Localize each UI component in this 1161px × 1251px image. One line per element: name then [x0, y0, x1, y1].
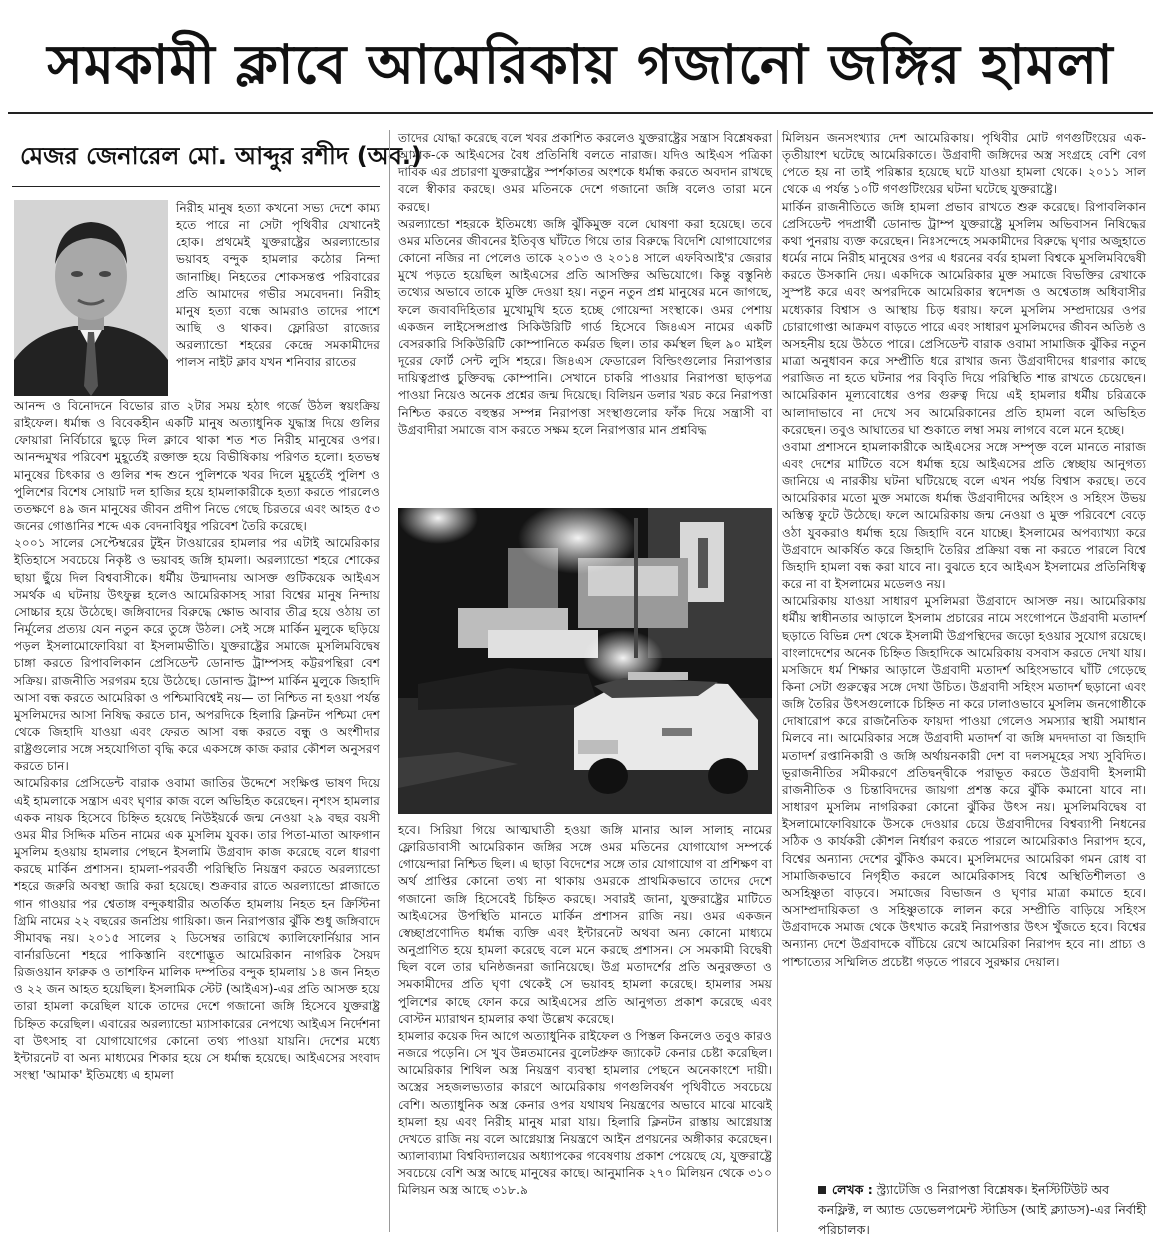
- column-divider: [777, 130, 778, 1232]
- police-car-night-scene-icon: [398, 508, 772, 814]
- paragraph: হবে। সিরিয়া গিয়ে আত্মঘাতী হওয়া জঙ্গি মানার আল সালাহ নামের ফ্লোরিডাবাসী আমেরিকান জঙ্গির সঙ্গে ওমর মতিনের যোগাযোগ সম্পর্কে গোয়েন্দারা নিশ্চিত ছিল। এ ছাড়া বিদেশের সঙ্গে তার যোগাযোগ বা প্রশিক্ষণ বা অর্থ প্রাপ্তির কোনো তথ্য না থাকায় ওমরকে প্রাথমিকভাবে তাদের দেশে গজানো জঙ্গি হিসেবেই চিহ্নিত করছে। সবারই জানা, যুক্তরাষ্ট্রের মাটিতে আইএসের উপস্থিতি মানতে মার্কিন প্রশাসন রাজি নয়। ওমর একজন স্বেচ্ছাপ্রণোদিত ধর্মান্ধ ব্যক্তি এবং ইন্টারনেট অথবা অন্য কোনো মাধ্যমে অনুপ্রাণিত হয়ে হামলা করেছে বলে মনে করছে প্রশাসন। সে সমকামী বিদ্বেষী ছিল বলে তার ঘনিষ্ঠজনরা জানিয়েছে। উগ্র মতাদর্শের প্রতি অনুরক্ততা ও সমকামীদের প্রতি ঘৃণা থেকেই সে ভয়াবহ হামলা করেছে। হামলার সময় পুলিশের কাছে ফোন করে আইএসের প্রতি আনুগত্য প্রকাশ করেছে এবং বোস্টন ম্যারাথন হামলার কথা উল্লেখ করেছে। হামলার কয়েক দিন আগে অত্যাধুনিক রাইফেল ও পিস্তল কিনলেও তবুও কারও নজরে পড়েনি। সে খুব উন্নতমানের বুলেটপ্রুফ জ্যাকেট কেনার চেষ্টা করেছিল। আমেরিকার শিথিল অস্ত্র নিয়ন্ত্রণ ব্যবস্থা হামলার পেছনে অনেকাংশে দায়ী। অস্ত্রের সহজলভ্যতার কারণে আমেরিকায় গণগুলিবর্ষণ পৃথিবীতে সবচেয়ে বেশি। অত্যাধুনিক অস্ত্র কেনার ওপর যথাযথ নিয়ন্ত্রণের অভাবে মাঝে মাঝেই হামলা হয় এবং নিরীহ মানুষ মারা যায়। হিলারি ক্লিনটন রাস্তায় আগ্নেয়াস্ত্র দেখতে রাজি নয় বলে আগ্নেয়াস্ত্র নিয়ন্ত্রণে আইন প্রণয়নের অঙ্গীকার করেছেন। অ্যালাব্যামা বিশ্ববিদ্যালয়ের অধ্যাপকের গবেষণায় প্রকাশ পেয়েছে যে, যুক্তরাষ্ট্রে সবচেয়ে বেশি অস্ত্র আছে মানুষের কাছে। আনুমানিক ২৭০ মিলিয়ন থেকে ৩১০ মিলিয়ন অস্ত্র আছে ৩১৮.৯: [398, 823, 772, 1198]
- column-divider: [389, 130, 390, 1232]
- author-portrait-icon: [14, 200, 168, 396]
- paragraph: তাদের যোদ্ধা করেছে বলে খবর প্রকাশিত করলেও যুক্তরাষ্ট্রের সন্ত্রাস বিশ্লেষকরা আমাক-কে আইএসের বৈধ প্রতিনিধি বলতে নারাজ। যদিও আইএস পত্রিকা দাবিক এর প্রচারণা যুক্তরাষ্ট্রের স্পর্শকাতর অংশকে ধর্মান্ধ করতে অবদান রাখছে বলে স্বীকার করছে। ওমর মতিনকে দেশে গজানো জঙ্গি বলেও তারা মনে করছে। অরল্যান্ডো শহরকে ইতিমধ্যে জঙ্গি ঝুঁকিমুক্ত বলে ঘোষণা করা হয়েছে। তবে ওমর মতিনের জীবনের ইতিবৃত্ত ঘাঁটতে গিয়ে তার বিরুদ্ধে বিদেশি যোগাযোগের কোনো নজির না পেলেও তাকে ২০১৩ ও ২০১৪ সালে এফবিআই'র জেরার মুখে পড়তে হয়েছিল আইএসের প্রতি আসক্তির অভিযোগে। কিন্তু বস্তুনিষ্ঠ তথ্যের অভাবে তাকে মুক্তি দেওয়া হয়। নতুন নতুন প্রশ্ন মানুষের মনে জাগছে, ফলে জবাবদিহিতার মুখোমুখি হতে হচ্ছে গোয়েন্দা সংস্থাকে। ওমর পেশায় একজন লাইসেন্সপ্রাপ্ত সিকিউরিটি গার্ড হিসেবে জি৪এস নামের একটি বেসরকারি সিকিউরিটি কোম্পানিতে কর্মরত ছিল। তার কর্মস্থল ছিল ৯০ মাইল দূরের ফোর্ট সেন্ট লুসি শহরে। জি৪এস ফেডারেল বিল্ডিংগুলোর নিরাপত্তার দায়িত্বপ্রাপ্ত চুক্তিবদ্ধ কোম্পানি। সেখানে চাকরি পাওয়ার নিরাপত্তা ছাড়পত্র পাওয়া নিয়েও অনেক প্রশ্নের জন্ম দিয়েছে। বিলিয়ন ডলার খরচ করে নিরাপত্তা নিশ্চিত করতে বহুস্তর সম্পন্ন নিরাপত্তা সংস্থাগুলোর ফাঁক দিয়ে সন্ত্রাসী বা উগ্রবাদীরা সমাজে বাস করতে সক্ষম হলে নিরাপত্তার মান প্রশ্নবিদ্ধ: [398, 131, 772, 437]
- byline: মেজর জেনারেল মো. আব্দুর রশীদ (অব.): [20, 142, 423, 170]
- byline-rule: [12, 186, 380, 187]
- author-credit: [818, 1180, 1148, 1242]
- article-column-2-bottom: [398, 822, 772, 1232]
- headline: সমকামী ক্লাবে আমেরিকায় গজানো জঙ্গির হামলা: [47, 33, 1114, 96]
- news-photo: [398, 508, 772, 814]
- article-column-1: [14, 398, 380, 1230]
- article-column-3: [782, 130, 1146, 1176]
- headline-rule: [8, 112, 1153, 114]
- paragraph: আনন্দ ও বিনোদনে বিভোর রাত ২টার সময় হঠাৎ গর্জে উঠল স্বয়ংক্রিয় রাইফেল। ধর্মান্ধ ও বিবেকহীন একটি মানুষ অত্যাধুনিক যুদ্ধাস্ত্র দিয়ে গুলির ফোয়ারা নির্বিচারে ছুড়ে দিল ক্লাবে থাকা শত শত নিরীহ মানুষের ওপর। আনন্দমুখর পরিবেশ মুহূর্তেই রক্তাক্ত হয়ে বিভীষিকায় পরিণত হলো। হতভম্ব মানুষের চিৎকার ও গুলির শব্দ শুনে পুলিশকে খবর দিলে মুহূর্তেই পুলিশ ও পুলিশের বিশেষ সোয়াট দল হাজির হয়ে হামলাকারীকে হত্যা করতে পারলেও ততক্ষণে ৪৯ জন মানুষের জীবন প্রদীপ নিভে গেছে চিরতরে এবং আহত ৫৩ জনের গোঙানির শব্দে এক বেদনাবিধুর পরিবেশ তৈরি করেছে। ২০০১ সালের সেপ্টেম্বরের টুইন টাওয়ারের হামলার পর এটাই আমেরিকার ইতিহাসে সবচেয়ে নিকৃষ্ট ও ভয়াবহ জঙ্গি হামলা। অরল্যান্ডো শহরে শোকের ছায়া ছুঁয়ে দিল বিশ্ববাসীকে। ধর্মীয় উন্মাদনায় আসক্ত গুটিকয়েক আইএস সমর্থক এ ঘটনায় উৎফুল্ল হলেও আমেরিকাসহ সারা বিশ্বের মানুষ নিন্দায় সোচ্চার হয়ে উঠেছে। জঙ্গিবাদের বিরুদ্ধে ক্ষোভ আবার তীব্র হয়ে ওঠায় তা নির্মূলের প্রত্যয় যেন নতুন করে তুঙ্গে উঠল। সেই সঙ্গে মার্কিন মুলুকে ছড়িয়ে পড়ল ইসলামোফোবিয়া বা ইসলামভীতি। যুক্তরাষ্ট্রের সমাজে মুসলিমবিদ্বেষ চাঙ্গা করতে রিপাবলিকান প্রেসিডেন্ট ডোনাল্ড ট্রাম্পসহ কট্টরপন্থিরা বেশ সক্রিয়। রাজনীতি সরগরম হয়ে উঠেছে। ডোনাল্ড ট্রাম্প মার্কিন মুলুকে জিহাদি আসা বন্ধ করতে আমেরিকা ও পশ্চিমাবিশ্বেই নয়— তা নিশ্চিত না হওয়া পর্যন্ত মুসলিমদের আসা নিষিদ্ধ করতে চান, অপরদিকে হিলারি ক্লিনটন পশ্চিমা দেশ থেকে জিহাদি যাওয়া এবং ফেরত আসা বন্ধ করতে বন্ধু ও অংশীদার রাষ্ট্রগুলোর সঙ্গে সহযোগিতা বৃদ্ধি করে একসঙ্গে কাজ করার কৌশল অনুসরণ করতে চান। আমেরিকার প্রেসিডেন্ট বারাক ওবামা জাতির উদ্দেশে সংক্ষিপ্ত ভাষণ দিয়ে এই হামলাকে সন্ত্রাস এবং ঘৃণার কাজ বলে অভিহিত করেছেন। নৃশংস হামলার একক নায়ক হিসেবে চিহ্নিত হয়েছে নিউইয়র্কে জন্ম নেওয়া ২৯ বছর বয়সী ওমর মীর সিদ্দিক মতিন নামের এক মুসলিম যুবক। তার পিতা-মাতা আফগান মুসলিম হওয়ায় হামলার পেছনে ইসলামি উগ্রবাদ কাজ করেছে বলে ধারণা করছে মার্কিন প্রশাসন। হামলা-পরবর্তী পরিস্থিতি নিয়ন্ত্রণ করতে অরল্যান্ডো শহরে জরুরি অবস্থা জারি করা হয়েছে। শুক্রবার রাতে অরল্যান্ডো প্লাজাতে গান গাওয়ার পর শ্বেতাঙ্গ বন্দুকধারীর অতর্কিত হামলায় নিহত হন ক্রিস্টিনা গ্রিমি নামের ২২ বছরের জনপ্রিয় গায়িকা। জন নিরাপত্তার ঝুঁকি শুধু জঙ্গিবাদে সীমাবদ্ধ নয়। ২০১৫ সালের ২ ডিসেম্বর তারিখে ক্যালিফোর্নিয়ার সান বার্নারডিনো শহরে পাকিস্তানি বংশোদ্ভূত আমেরিকান নাগরিক সৈয়দ রিজওয়ান ফারুক ও তাশফিন মালিক দম্পতির বন্দুক হামলায় ১৪ জন নিহত ও ২২ জন আহত হয়েছিল। ইসলামিক স্টেট (আইএস)-এর প্রতি আসক্ত হয়ে তারা হামলা করেছিল যাকে তাদের দেশে গজানো জঙ্গি হিসেবে যুক্তরাষ্ট্র চিহ্নিত করেছিল। এবারের অরল্যান্ডো ম্যাসাকারের নেপথ্যে আইএস নির্দেশনা বা উৎসাহ বা যোগাযোগের কোনো তথ্য পাওয়া যায়নি। দেশের মধ্যে ইন্টারনেট বা অন্য মাধ্যমের শিকার হয়ে সে ধর্মান্ধ হয়েছে। আইএসের সংবাদ সংস্থা 'আমাক' ইতিমধ্যে এ হামলা: [14, 399, 380, 1083]
- paragraph: মিলিয়ন জনসংখ্যার দেশ আমেরিকায়। পৃথিবীর মোট গণগুটিংয়ের এক-তৃতীয়াংশ ঘটেছে আমেরিকাতে। উগ্রবাদী জঙ্গিদের অস্ত্র সংগ্রহে বেশি বেগ পেতে হয় না তাই পরিষ্কার হয়েছে ঘটে যাওয়া হামলা থেকে। ২০১১ সাল থেকে এ পর্যন্ত ১০টি গণগুটিংয়ের ঘটনা ঘটেছে যুক্তরাষ্ট্রে। মার্কিন রাজনীতিতে জঙ্গি হামলা প্রভাব রাখতে শুরু করেছে। রিপাবলিকান প্রেসিডেন্ট পদপ্রার্থী ডোনাল্ড ট্রাম্প যুক্তরাষ্ট্রে মুসলিম অভিবাসন নিষিদ্ধের কথা পুনরায় ব্যক্ত করেছেন। নিঃসন্দেহে সমকামীদের বিরুদ্ধে ঘৃণার অজুহাতে ধর্মের নামে নিরীহ মানুষের ওপর এ ধরনের বর্বর হামলা বিশ্বকে মুসলিমবিদ্বেষী করতে উসকানি দেয়। একদিকে আমেরিকার মুক্ত সমাজে বিভক্তির রেখাকে সুস্পষ্ট করে এবং অপরদিকে আমেরিকার স্বদেশজ ও অশ্বেতাঙ্গ অধিবাসীর মধ্যেকার বিশ্বাস ও আস্থায় চিড় ধরায়। ফলে মুসলিম সম্প্রদায়ের ওপর চোরাগোপ্তা আক্রমণ বাড়তে পারে এবং সাধারণ মুসলিমদের জীবন অতিষ্ঠ ও অসহনীয় হয়ে উঠতে পারে। প্রেসিডেন্ট বারাক ওবামা সামাজিক ঝুঁকির নতুন মাত্রা অনুধাবন করে সম্প্রীতি ধরে রাখার জন্য উগ্রবাদীদের ধারণার কাছে পরাজিত না হতে ঘটনার পর বিবৃতি দিয়ে পরিস্থিতি শান্ত রাখতে চেয়েছেন। আমেরিকান মূল্যবোধের ওপর গুরুত্ব দিয়ে এই হামলার ধর্মীয় চরিত্রকে আলাদাভাবে না দেখে সব আমেরিকানের প্রতি হামলা বলে অভিহিত করেছেন। তবুও আঘাতের ঘা শুকাতে লম্বা সময় লাগবে বলে মনে হচ্ছে। ওবামা প্রশাসনে হামলাকারীকে আইএসের সঙ্গে সম্পৃক্ত বলে মানতে নারাজ এবং দেশের মাটিতে বসে ধর্মান্ধ হয়ে আইএসের প্রতি স্বেচ্ছায় আনুগত্য জানিয়ে এ নারকীয় ঘটনা ঘটিয়েছে বলে এখন পর্যন্ত বিশ্বাস করছে। তবে আমেরিকার মতো মুক্ত সমাজে ধর্মান্ধ উগ্রবাদীদের অহিংস ও সহিংস উভয় অস্তিত্ব ফুটে উঠেছে। ফলে আমেরিকায় জন্ম নেওয়া ও মুক্ত পরিবেশে বেড়ে ওঠা যুবকরাও ধর্মান্ধ হয়ে জিহাদি বনে যাচ্ছে। ইসলামের অপব্যাখ্যা করে উগ্রবাদে আকর্ষিত করে জিহাদি তৈরির প্রক্রিয়া বন্ধ না করতে পারলে বিশ্বে জিহাদি হামলা বন্ধ করা যাবে না। বুঝতে হবে আইএস ইসলামের প্রতিনিধিত্ব করে না বা ইসলামের মডেলও নয়। আমেরিকায় যাওয়া সাধারণ মুসলিমরা উগ্রবাদে আসক্ত নয়। আমেরিকায় ধর্মীয় স্বাধীনতার আড়ালে ইসলাম প্রচারের নামে সংগোপনে উগ্রবাদী মতাদর্শ ছড়াতে বিভিন্ন দেশ থেকে ইসলামী উগ্রপন্থিদের জড়ো হওয়ার সুযোগ রয়েছে। বাংলাদেশের অনেক চিহ্নিত জিহাদিকে আমেরিকায় বসবাস করতে দেখা যায়। মসজিদে ধর্ম শিক্ষার আড়ালে উগ্রবাদী মতাদর্শ অহিংসভাবে ঘাঁটি গেড়েছে কিনা সেটা গুরুত্বের সঙ্গে দেখা উচিত। উগ্রবাদী সহিংস মতাদর্শ ছড়ানো এবং জঙ্গি তৈরির উৎসগুলোকে চিহ্নিত না করে ঢালাওভাবে মুসলিম জনগোষ্ঠীকে দোষারোপ করে রাজনৈতিক ফায়দা পাওয়া গেলেও সমস্যার স্থায়ী সমাধান মিলবে না। আমেরিকার সঙ্গে উগ্রবাদী মতাদর্শ বা জঙ্গি মদদদাতা বা জিহাদি মতাদর্শ রপ্তানিকারী ও জঙ্গি অর্থায়নকারী দেশ বা দলসমূহের সখ্য সুবিদিত। ভূরাজনীতির সমীকরণে প্রতিদ্বন্দ্বীকে পরাভূত করতে উগ্রবাদী ইসলামী রাজনীতিক ও চিন্তাবিদদের জায়গা প্রশস্ত করে ঝুঁকি কমানো যাবে না। সাধারণ মুসলিম নাগরিকরা কোনো ঝুঁকির উৎস নয়। মুসলিমবিদ্বেষ বা ইসলামোফোবিয়াকে উসকে দেওয়ার চেয়ে উগ্রবাদীদের বিশ্বব্যাপী নিধনের সঠিক ও কার্যকরী কৌশল নির্ধারণ করতে পারলে আমেরিকাও নিরাপদ হবে, বিশ্বের অন্যান্য দেশের ঝুঁকিও কমবে। মুসলিমদের আমেরিকা গমন রোধ বা সামাজিকভাবে নিগৃহীত করলে আমেরিকাসহ বিশ্বে অস্থিতিশীলতা ও অসহিষ্ণুতা বাড়বে। সমাজের বিভাজন ও ঘৃণার মাত্রা কমাতে হবে। অসাম্প্রদায়িকতা ও সহিষ্ণুতাকে লালন করে সম্প্রীতি বাড়িয়ে সহিংস উগ্রবাদকে সমাজ থেকে উৎখাত করেই নিরাপত্তার উৎস খুঁজতে হবে। বিশ্বের অন্যান্য দেশে উগ্রবাদকে বাঁচিয়ে রেখে আমেরিকা নিরাপদ হবে না। প্রাচ্য ও পাশ্চাত্যের সম্মিলিত প্রচেষ্টা গড়তে পারবে সুরক্ষার দেয়াল।: [782, 131, 1146, 969]
- author-credit-label: লেখক :: [832, 1182, 873, 1197]
- bullet-square-icon: [818, 1186, 826, 1194]
- paragraph: নিরীহ মানুষ হত্যা কখনো সভ্য দেশে কাম্য হতে পারে না সেটা পৃথিবীর যেখানেই হোক। প্রথমেই যুক্তরাষ্ট্রের অরল্যান্ডোর ভয়াবহ বন্দুক হামলার কঠোর নিন্দা জানাচ্ছি। নিহতের শোকসন্তপ্ত পরিবারের প্রতি আমাদের গভীর সমবেদনা। নিরীহ মানুষ হত্যা বন্ধে আমরাও তাদের পাশে আছি ও থাকব। ফ্লোরিডা রাজ্যের অরল্যান্ডো শহরের কেন্দ্রে সমকামীদের পালস নাইট ক্লাব যখন শনিবার রাতের: [176, 201, 380, 370]
- article-column-2-top: [398, 130, 772, 502]
- author-credit-text: স্ট্র্যাটেজি ও নিরাপত্তা বিশ্লেষক। ইনস্টিটিউট অব কনফ্লিক্ট, ল অ্যান্ড ডেভেলপমেন্ট স্টাডিস (আই ক্ল্যাডস)-এর নির্বাহী পরিচালক।: [818, 1182, 1147, 1237]
- article-column-1-intro: [176, 200, 380, 396]
- author-photo: [14, 200, 168, 396]
